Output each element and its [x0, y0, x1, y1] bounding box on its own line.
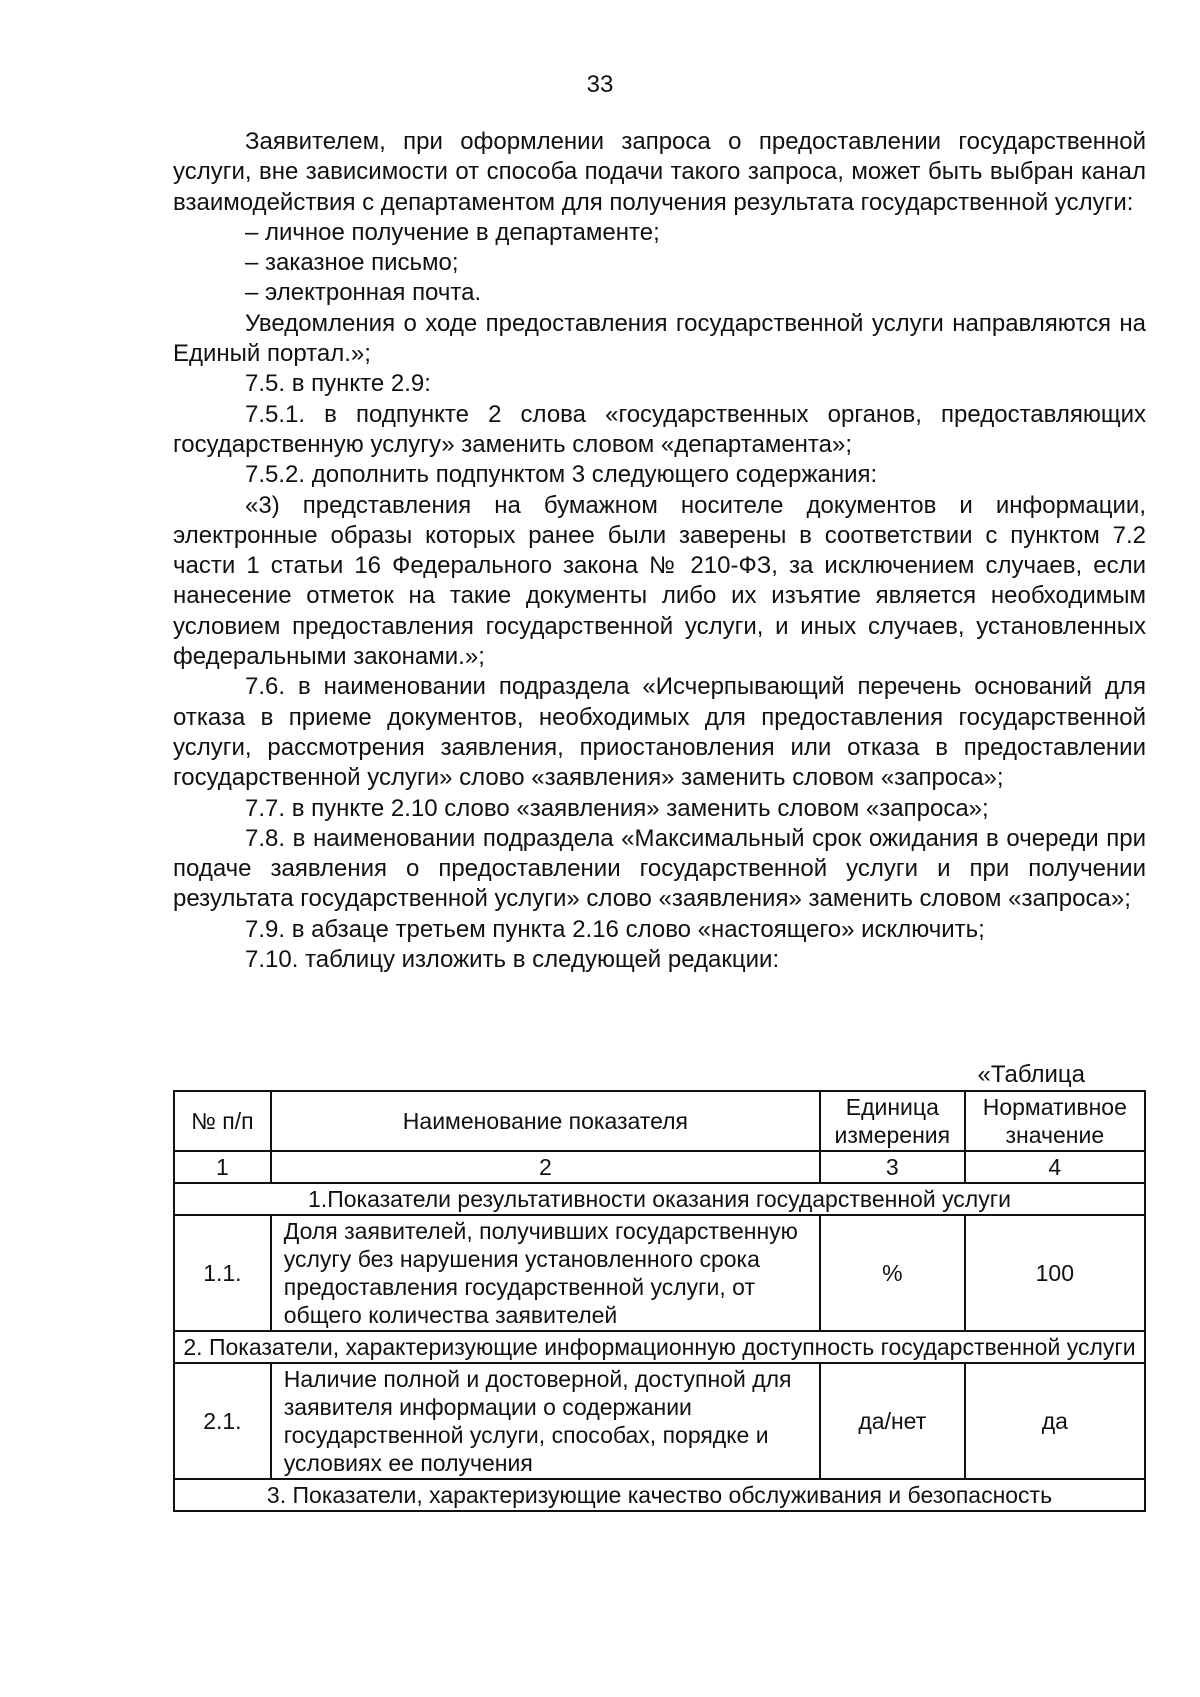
table-caption: «Таблица [977, 1061, 1085, 1088]
row-2-unit: да/нет [820, 1363, 965, 1479]
table-row [174, 1363, 1145, 1479]
paragraph-7-7: 7.7. в пункте 2.10 слово «заявления» заменить словом «запроса»; [245, 794, 989, 822]
row-1-number: 1.1. [174, 1215, 271, 1331]
row-2-indicator: Наличие полной и достоверной, доступной для заявителя информации о содержании государственной услуги, способах, порядке и условиях ее получения [271, 1363, 820, 1479]
row-2-value: да [965, 1363, 1145, 1479]
column-number-2: 2 [271, 1151, 820, 1183]
list-item-email: – электронная почта. [245, 279, 482, 307]
table-section-row [174, 1331, 1145, 1363]
table-section-row [174, 1183, 1145, 1215]
indicators-table [173, 1090, 1146, 1512]
column-number-4: 4 [965, 1151, 1145, 1183]
header-unit: Единица измерения [820, 1091, 965, 1151]
section-1-title: 1.Показатели результативности оказания государственной услуги [174, 1183, 1145, 1215]
row-1-value: 100 [965, 1215, 1145, 1331]
header-normative-value: Нормативное значение [965, 1091, 1145, 1151]
column-number-3: 3 [820, 1151, 965, 1183]
table-section-row [174, 1479, 1145, 1511]
table-column-number-row [174, 1151, 1145, 1183]
paragraph-7-5-2: 7.5.2. дополнить подпунктом 3 следующего содержания: [245, 461, 878, 489]
paragraph-7-8: 7.8. в наименовании подраздела «Максимальный срок ожидания в очереди при подаче заявления о предоставлении государственной услуги и при получении результата государственной услуги» слово «заявления» заменить словом «запроса»; [173, 824, 1146, 913]
paragraph-7-6: 7.6. в наименовании подраздела «Исчерпывающий перечень оснований для отказа в приеме документов, необходимых для предоставления государственной услуги, рассмотрения заявления, приостановления или отказа в предоставлении государственной услуги» слово «заявления» заменить словом «запроса»; [173, 673, 1146, 792]
row-1-unit: % [820, 1215, 965, 1331]
paragraph-7-10: 7.10. таблицу изложить в следующей редакции: [245, 946, 780, 974]
paragraph-subitem-3: «3) представления на бумажном носителе документов и информации, электронные образы которых ранее были заверены в соответствии с пунктом 7.2 части 1 статьи 16 Федерального закона № 210-ФЗ, за исключением случаев, если нанесение отметок на такие документы либо их изъятие является необходимым условием предоставления государственной услуги, и иных случаев, установленных федеральными законами.»; [173, 491, 1146, 671]
paragraph-notifications: Уведомления о ходе предоставления государственной услуги направляются на Единый портал.»; [173, 309, 1146, 368]
header-indicator-name: Наименование показателя [271, 1091, 820, 1151]
row-2-number: 2.1. [174, 1363, 271, 1479]
paragraph-7-5: 7.5. в пункте 2.9: [245, 370, 431, 398]
header-number: № п/п [174, 1091, 271, 1151]
list-item-registered-letter: – заказное письмо; [245, 249, 459, 277]
list-item-personal: – личное получение в департаменте; [245, 218, 660, 246]
paragraph-applicant-channel: Заявителем, при оформлении запроса о предоставлении государственной услуги, вне зависимости от способа подачи такого запроса, может быть выбран канал взаимодействия с департаментом для получения результата государственной услуги: [173, 128, 1146, 216]
section-2-title: 2. Показатели, характеризующие информационную доступность государственной услуги [174, 1331, 1145, 1363]
paragraph-7-9: 7.9. в абзаце третьем пункта 2.16 слово «настоящего» исключить; [245, 915, 985, 943]
table-header-row [174, 1091, 1145, 1151]
paragraph-7-5-1: 7.5.1. в подпункте 2 слова «государственных органов, предоставляющих государственную услугу» заменить словом «департамента»; [173, 400, 1146, 458]
column-number-1: 1 [174, 1151, 271, 1183]
document-body [173, 127, 1146, 975]
page-number: 33 [586, 71, 614, 98]
section-3-title: 3. Показатели, характеризующие качество обслуживания и безопасность [174, 1479, 1145, 1511]
row-1-indicator: Доля заявителей, получивших государственную услугу без нарушения установленного срока предоставления государственной услуги, от общего количества заявителей [271, 1215, 820, 1331]
table-row [174, 1215, 1145, 1331]
